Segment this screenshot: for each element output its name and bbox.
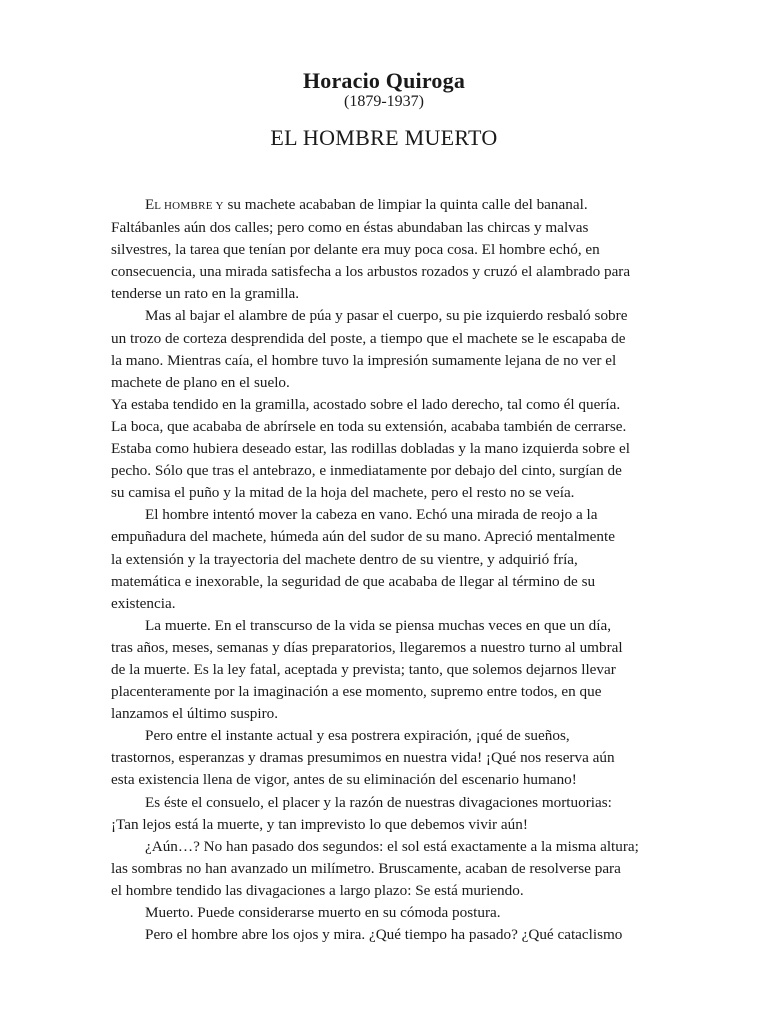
text-line: trastornos, esperanzas y dramas presumimos en nuestra vida! ¡Qué nos reserva aún xyxy=(111,749,615,767)
text-line: lanzamos el último suspiro. xyxy=(111,705,279,723)
text-line: La muerte. En el transcurso de la vida se piensa muchas veces en que un día, xyxy=(145,616,611,634)
text-line: Ya estaba tendido en la gramilla, acostado sobre el lado derecho, tal como él quería. xyxy=(111,395,621,413)
text-line: tras años, meses, semanas y días preparatorios, llegaremos a nuestro turno al umbral xyxy=(111,638,623,656)
text-line: la extensión y la trayectoria del machete dentro de su vientre, y adquirió fría, xyxy=(111,550,578,568)
drop-letter: E xyxy=(145,196,155,213)
text-line: su camisa el puño y la mitad de la hoja del machete, pero el resto no se veía. xyxy=(111,484,575,502)
text-line: empuñadura del machete, húmeda aún del sudor de su mano. Apreció mentalmente xyxy=(111,528,615,546)
text-line: ¡Tan lejos está la muerte, y tan imprevisto lo que debemos vivir aún! xyxy=(111,815,528,833)
text-line: Mas al bajar el alambre de púa y pasar el cuerpo, su pie izquierdo resbaló sobre xyxy=(145,307,628,325)
text-line: Pero entre el instante actual y esa postrera expiración, ¡qué de sueños, xyxy=(145,727,570,745)
text-line: un trozo de corteza desprendida del poste, a tiempo que el machete se le escapaba de xyxy=(111,329,626,347)
author-dates: (1879-1937) xyxy=(344,93,424,110)
text-line: la mano. Mientras caía, el hombre tuvo la impresión sumamente lejana de no ver el xyxy=(111,351,617,369)
text-line: consecuencia, una mirada satisfecha a los arbustos rozados y cruzó el alambrado para xyxy=(111,263,631,281)
text-line: El hombre intentó mover la cabeza en vano. Echó una mirada de reojo a la xyxy=(145,506,598,524)
text-line: las sombras no han avanzado un milímetro. Bruscamente, acaban de resolverse para xyxy=(111,859,621,877)
story-title: EL HOMBRE MUERTO xyxy=(270,125,498,150)
text-line: EL HOMBRE Y su machete acababan de limpiar la quinta calle del bananal. xyxy=(145,196,588,213)
text-line: matemática e inexorable, la seguridad de que acababa de llegar al término de su xyxy=(111,572,596,590)
text-line: Pero el hombre abre los ojos y mira. ¿Qué tiempo ha pasado? ¿Qué cataclismo xyxy=(145,926,623,944)
text-line: el hombre tendido las divagaciones a largo plazo: Se está muriendo. xyxy=(111,881,524,899)
text-line: ¿Aún…? No han pasado dos segundos: el sol está exactamente a la misma altura; xyxy=(145,837,639,855)
author-name: Horacio Quiroga xyxy=(302,68,466,93)
text-line: tenderse un rato en la gramilla. xyxy=(111,285,300,303)
small-caps-opening: L HOMBRE Y xyxy=(154,200,224,212)
text-line: de la muerte. Es la ley fatal, aceptada y prevista; tanto, que solemos dejarnos llevar xyxy=(111,660,616,678)
text-line: La boca, que acababa de abrírsele en toda su extensión, acababa también de cerrarse. xyxy=(111,417,627,435)
text-line: esta existencia llena de vigor, antes de su eliminación del escenario humano! xyxy=(111,771,577,789)
text-line: machete de plano en el suelo. xyxy=(111,373,290,391)
text-line: silvestres, la tarea que tenían por delante era muy poca cosa. El hombre echó, en xyxy=(111,241,600,259)
story-body xyxy=(111,194,695,946)
text-line: placenteramente por la imaginación a ese momento, supremo entre todos, en que xyxy=(111,683,602,701)
text-line: Es éste el consuelo, el placer y la razón de nuestras divagaciones mortuorias: xyxy=(145,793,612,811)
text-line: Muerto. Puede considerarse muerto en su cómoda postura. xyxy=(145,904,501,921)
text-line: existencia. xyxy=(111,594,176,612)
text-line: pecho. Sólo que tras el antebrazo, e inmediatamente por debajo del cinto, surgían de xyxy=(111,462,622,480)
text-line: Faltábanles aún dos calles; pero como en éstas abundaban las chircas y malvas xyxy=(111,219,589,237)
text-line: Estaba como hubiera deseado estar, las rodillas dobladas y la mano izquierda sobre el xyxy=(111,440,630,458)
